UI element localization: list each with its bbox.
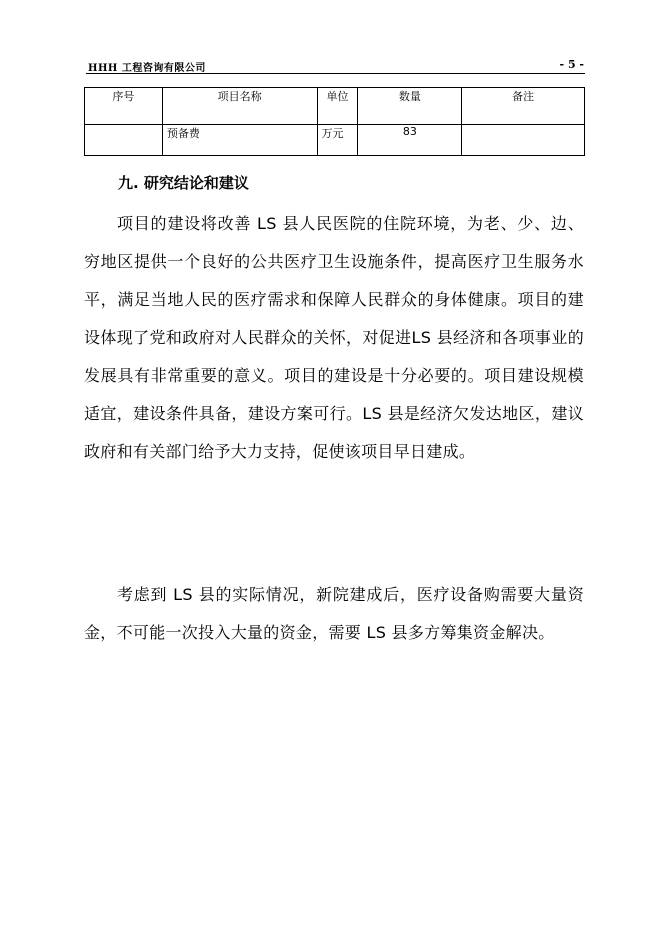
section-heading: 九. 研究结论和建议	[118, 174, 249, 192]
table-row	[85, 125, 585, 156]
cell-note	[462, 125, 585, 156]
page-number: - 5 -	[559, 58, 584, 71]
column-header-unit: 单位	[317, 88, 358, 125]
header-company-name: HHH 工程咨询有限公司	[88, 63, 206, 74]
conclusion-paragraph: 项目的建设将改善 LS 县人民医院的住院环境，为老、少、边、穷地区提供一个良好的公共医疗卫生设施条件，提高医疗卫生服务水平，满足当地人民的医疗需求和保障人民群众的身体健康。项目的建设体现了党和政府对人民群众的关怀，对促进LS 县经济和各项事业的发展具有非常重要的意义。项目的建设是十分必要的。项目建设规模适宜，建设条件具备，建设方案可行。LS 县是经济欠发达地区，建议政府和有关部门给予大力支持，促使该项目早日建成。	[84, 214, 584, 461]
column-header-index: 序号	[85, 88, 163, 125]
cost-table	[84, 87, 585, 156]
cell-name: 预备费	[162, 125, 317, 156]
column-header-name: 项目名称	[162, 88, 317, 125]
header-divider	[86, 73, 585, 74]
cell-unit: 万元	[317, 125, 358, 156]
cell-quantity: 83	[358, 125, 462, 156]
column-header-note: 备注	[462, 88, 585, 125]
cell-index	[85, 125, 163, 156]
funding-paragraph: 考虑到 LS 县的实际情况，新院建成后，医疗设备购需要大量资金，不可能一次投入大量的资金，需要 LS 县多方筹集资金解决。	[84, 585, 584, 642]
column-header-quantity: 数量	[358, 88, 462, 125]
table-header-row	[85, 88, 585, 125]
